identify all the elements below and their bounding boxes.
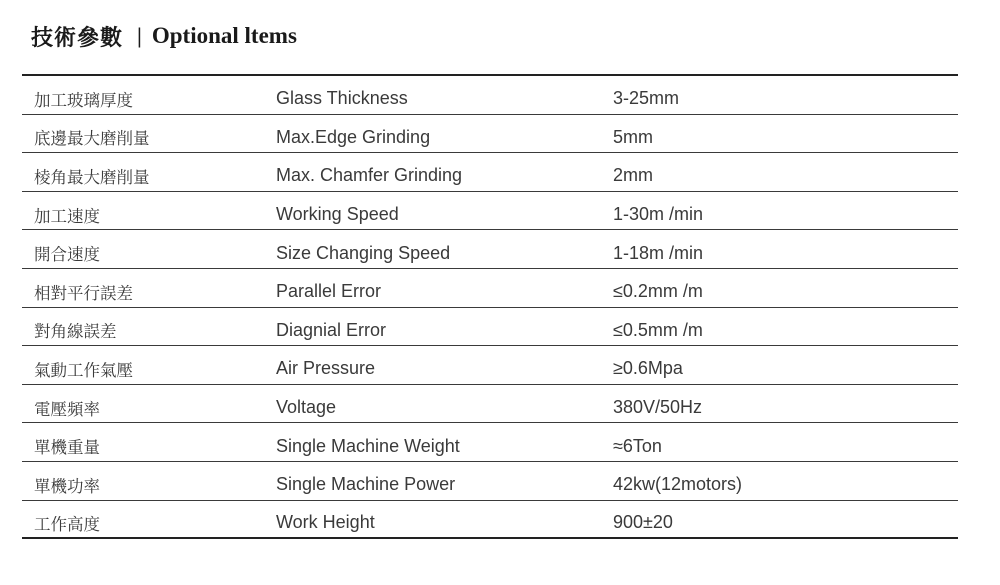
row-value: ≤0.2mm /m: [613, 281, 703, 302]
row-value: ≤0.5mm /m: [613, 319, 703, 340]
row-label-english: Diagnial Error: [276, 319, 387, 340]
row-label-chinese: 單機功率: [34, 476, 100, 496]
title-english: Optional ltems: [151, 23, 297, 48]
row-value: 900±20: [613, 512, 673, 533]
row-label-chinese: 對角線誤差: [34, 322, 117, 342]
row-label-chinese: 加工速度: [34, 206, 100, 226]
row-value: ≥0.6Mpa: [613, 358, 683, 379]
row-label-chinese: 開合速度: [34, 245, 100, 265]
table-row: [22, 192, 958, 231]
table-row: [22, 385, 958, 424]
row-label-chinese: 工作高度: [34, 514, 100, 534]
row-value: 380V/50Hz: [613, 397, 703, 418]
table-row: [22, 462, 958, 501]
row-label-english: Voltage: [276, 397, 337, 418]
table-row: [22, 308, 958, 347]
table-row: [22, 501, 958, 540]
row-label-chinese: 加工玻璃厚度: [34, 90, 133, 110]
row-label-chinese: 棱角最大磨削量: [34, 167, 150, 187]
row-label-english: Max. Chamfer Grinding: [276, 165, 463, 186]
row-label-english: Single Machine Weight: [276, 435, 460, 456]
table-row: [22, 346, 958, 385]
row-label-english: Single Machine Power: [276, 474, 456, 495]
table-row: [22, 153, 958, 192]
table-row: [22, 230, 958, 269]
row-label-chinese: 單機重量: [34, 438, 100, 458]
row-value: 5mm: [613, 126, 653, 147]
row-label-english: Air Pressure: [276, 358, 376, 379]
table-row: [22, 269, 958, 308]
table-row: [22, 423, 958, 462]
row-label-chinese: 相對平行誤差: [34, 283, 133, 303]
title-separator: |: [137, 23, 142, 48]
table-row: [22, 115, 958, 154]
row-value: 1-18m /min: [613, 242, 704, 263]
row-label-chinese: 電壓頻率: [34, 399, 100, 419]
title-chinese: 技術參數: [31, 24, 124, 51]
row-value: 42kw(12motors): [613, 474, 743, 495]
page-title: [31, 18, 297, 54]
table-row: [22, 76, 958, 115]
row-value: 2mm: [613, 165, 653, 186]
row-label-chinese: 氣動工作氣壓: [34, 360, 133, 380]
row-label-english: Working Speed: [276, 204, 399, 225]
row-value: 1-30m /min: [613, 204, 704, 225]
row-label-english: Glass Thickness: [276, 88, 408, 109]
row-label-english: Parallel Error: [276, 281, 382, 302]
row-value: ≈6Ton: [613, 435, 662, 456]
row-label-english: Size Changing Speed: [276, 242, 451, 263]
row-label-chinese: 底邊最大磨削量: [34, 129, 150, 149]
row-label-english: Max.Edge Grinding: [276, 126, 431, 147]
spec-table: [22, 74, 958, 539]
row-value: 3-25mm: [613, 88, 680, 109]
row-label-english: Work Height: [276, 512, 375, 533]
